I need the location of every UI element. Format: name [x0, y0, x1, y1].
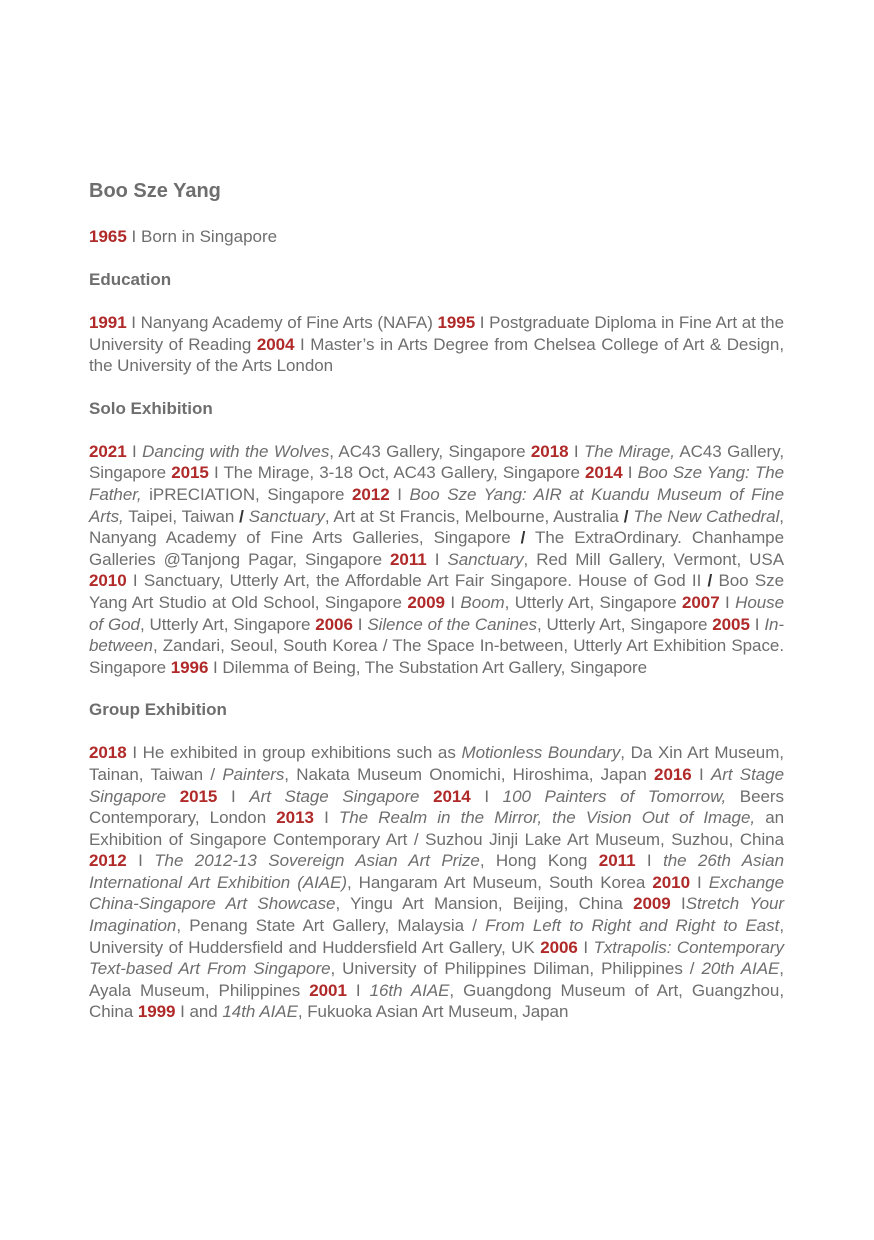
- year-label: 2015: [179, 786, 218, 806]
- text-run: I: [126, 441, 143, 461]
- text-run: I: [577, 937, 594, 957]
- year-label: 1996: [170, 657, 209, 677]
- text-run: I: [313, 808, 339, 828]
- exhibition-title: Painters: [222, 764, 285, 784]
- exhibition-title: The 2012-13 Sovereign Asian Art Prize: [154, 851, 480, 871]
- year-label: 1999: [137, 1002, 176, 1022]
- education-heading: Education: [89, 270, 172, 289]
- year-label: 2001: [309, 980, 347, 1000]
- exhibition-title: The New Cathedral: [633, 506, 780, 526]
- group-exhibition-heading: Group Exhibition: [89, 700, 227, 720]
- text-run: I The Mirage, 3-18 Oct, AC43 Gallery, Singapore: [208, 463, 586, 483]
- text-run: , AC43 Gallery, Singapore: [329, 441, 531, 461]
- exhibition-title: The Realm in the Mirror, the Vision Out of Image,: [338, 808, 756, 828]
- text-run: , Hong Kong: [479, 851, 599, 871]
- text-run: , Da Xin Art Museum, Tainan, Taiwan /: [89, 743, 784, 784]
- year-label: 2012: [89, 851, 127, 871]
- text-run: AC43 Gallery, Singapore: [89, 441, 784, 483]
- birth-text: I Born in Singapore: [126, 227, 278, 246]
- text-run: [419, 787, 433, 806]
- solo-exhibition-paragraph: [89, 441, 784, 679]
- text-run: , Nakata Museum Onomichi, Hiroshima, Japan: [284, 764, 655, 784]
- text-run: , Red Mill Gallery, Vermont, USA: [523, 549, 784, 569]
- text-run: , Utterly Art, Singapore: [536, 614, 713, 634]
- text-run: an Exhibition of Singapore Contemporary Art / Suzhou Jinji Lake Art Museum, Suzhou, China: [89, 808, 785, 849]
- exhibition-title: 20th AIAE: [701, 959, 780, 979]
- year-label: 2010: [652, 872, 690, 892]
- text-run: I: [622, 463, 638, 483]
- text-run: , Hangaram Art Museum, South Korea: [346, 872, 653, 892]
- year-label: 2007: [682, 592, 720, 612]
- text-run: I Dilemma of Being, The Substation Art Gallery, Singapore: [208, 657, 648, 677]
- exhibition-title: Motionless Boundary: [461, 743, 621, 763]
- text-run: I: [126, 851, 155, 871]
- exhibition-title: Dancing with the Wolves: [142, 441, 330, 461]
- exhibition-title: 100 Painters of Tomorrow,: [502, 786, 727, 806]
- text-run: I Nanyang Academy of Fine Arts (NAFA): [126, 313, 438, 332]
- text-run: I: [690, 872, 709, 892]
- text-run: , University of Huddersfield and Huddersfield Art Gallery, UK: [89, 916, 784, 957]
- text-run: I He exhibited in group exhibitions such as: [126, 743, 462, 763]
- text-run: , Art at St Francis, Melbourne, Australia: [324, 506, 624, 526]
- exhibition-title: Exchange China-Singapore Art Showcase: [89, 872, 784, 914]
- year-label: 2021: [89, 441, 127, 461]
- text-run: , Ayala Museum, Philippines: [89, 959, 784, 1000]
- year-label: 2006: [315, 614, 353, 634]
- text-run: I: [749, 614, 765, 634]
- year-label: 2006: [540, 937, 578, 957]
- text-run: [166, 787, 180, 806]
- birth-year: 1965: [89, 227, 127, 246]
- exhibition-title: Txtrapolis: Contemporary Text-based Art From Singapore: [89, 937, 784, 979]
- separator: /: [623, 506, 629, 526]
- text-run: I and: [175, 1002, 223, 1022]
- text-run: I: [691, 764, 711, 784]
- exhibition-title: Boo Sze Yang: The Father,: [89, 463, 785, 504]
- text-run: , Guangdong Museum of Art, Guangzhou, China: [89, 980, 784, 1022]
- exhibition-title: Boom: [460, 592, 505, 612]
- exhibition-title: the 26th Asian International Art Exhibition (AIAE): [89, 851, 784, 892]
- text-run: , Nanyang Academy of Fine Arts Galleries, Singapore: [89, 506, 784, 548]
- text-run: The ExtraOrdinary. Chanhampe Galleries @Tanjong Pagar, Singapore: [89, 528, 784, 569]
- exhibition-title: Silence of the Canines: [367, 614, 537, 634]
- year-label: 2010: [89, 571, 127, 591]
- text-run: Boo Sze Yang Art Studio at Old School, Singapore: [89, 571, 784, 612]
- year-label: 2005: [712, 614, 750, 634]
- year-label: 1995: [437, 313, 476, 332]
- education-paragraph: [89, 312, 784, 377]
- text-run: Beers Contemporary, London: [89, 786, 784, 828]
- separator: /: [707, 571, 713, 591]
- separator: /: [239, 506, 244, 526]
- group-exhibition-paragraph: [89, 742, 784, 1023]
- text-run: iPRECIATION, Singapore: [141, 484, 352, 504]
- cv-document: [89, 178, 784, 1044]
- year-label: 2014: [433, 786, 471, 806]
- year-label: 2004: [256, 334, 295, 354]
- exhibition-title: Sanctuary: [447, 549, 524, 569]
- exhibition-title: Sanctuary: [248, 506, 325, 526]
- text-run: I: [346, 980, 370, 1000]
- exhibition-title: Art Stage Singapore: [249, 786, 420, 806]
- year-label: 2018: [89, 743, 127, 763]
- text-run: I: [217, 786, 250, 806]
- text-run: , Utterly Art, Singapore: [139, 614, 316, 634]
- text-run: I: [670, 894, 686, 914]
- text-run: , Utterly Art, Singapore: [504, 592, 682, 612]
- year-label: 2013: [276, 808, 314, 828]
- solo-exhibition-heading: Solo Exhibition: [89, 398, 213, 418]
- year-label: 2009: [407, 592, 445, 612]
- exhibition-title: 14th AIAE: [222, 1002, 298, 1022]
- year-label: 2016: [654, 764, 692, 784]
- text-run: I: [352, 614, 368, 634]
- artist-name: Boo Sze Yang: [89, 180, 221, 202]
- text-run: , University of Philippines Diliman, Philippines /: [330, 959, 702, 979]
- text-run: , Penang State Art Gallery, Malaysia /: [176, 916, 486, 936]
- separator: /: [520, 528, 526, 548]
- text-run: Taipei, Taiwan: [123, 506, 240, 526]
- text-run: I: [719, 592, 736, 612]
- year-label: 2012: [352, 484, 390, 504]
- year-label: 2011: [390, 549, 427, 569]
- year-label: 2011: [598, 851, 636, 871]
- exhibition-title: House of God: [89, 592, 784, 634]
- year-label: 1991: [89, 313, 127, 332]
- text-run: I: [444, 592, 461, 612]
- text-run: I Sanctuary, Utterly Art, the Affordable Art Fair Singapore. House of God II: [126, 571, 708, 591]
- text-run: , Yingu Art Mansion, Beijing, China: [335, 894, 634, 914]
- text-run: I: [568, 441, 585, 461]
- text-run: , Zandari, Seoul, South Korea / The Space In-between, Utterly Art Exhibition Space. Singapore: [89, 636, 784, 677]
- year-label: 2009: [633, 894, 671, 914]
- text-run: I: [635, 851, 664, 871]
- year-label: 2015: [171, 463, 209, 483]
- text-run: I Postgraduate Diploma in Fine Art at the University of Reading: [89, 313, 784, 354]
- text-run: I: [470, 786, 503, 806]
- year-label: 2018: [530, 441, 569, 461]
- year-label: 2014: [585, 463, 623, 483]
- exhibition-title: Boo Sze Yang: AIR at Kuandu Museum of Fine Arts,: [89, 484, 784, 526]
- exhibition-title: In-between: [89, 614, 785, 656]
- text-run: , Fukuoka Asian Art Museum, Japan: [297, 1002, 569, 1022]
- text-run: I: [426, 549, 448, 569]
- exhibition-title: Stretch Your Imagination: [89, 894, 784, 936]
- text-run: I: [389, 484, 410, 504]
- exhibition-title: 16th AIAE: [369, 980, 450, 1000]
- birth-line: [89, 226, 784, 248]
- exhibition-title: The Mirage,: [584, 441, 675, 461]
- exhibition-title: From Left to Right and Right to East: [485, 916, 780, 936]
- text-run: I Master’s in Arts Degree from Chelsea College of Art & Design, the University of the Arts London: [89, 334, 784, 376]
- exhibition-title: Art Stage Singapore: [89, 764, 784, 806]
